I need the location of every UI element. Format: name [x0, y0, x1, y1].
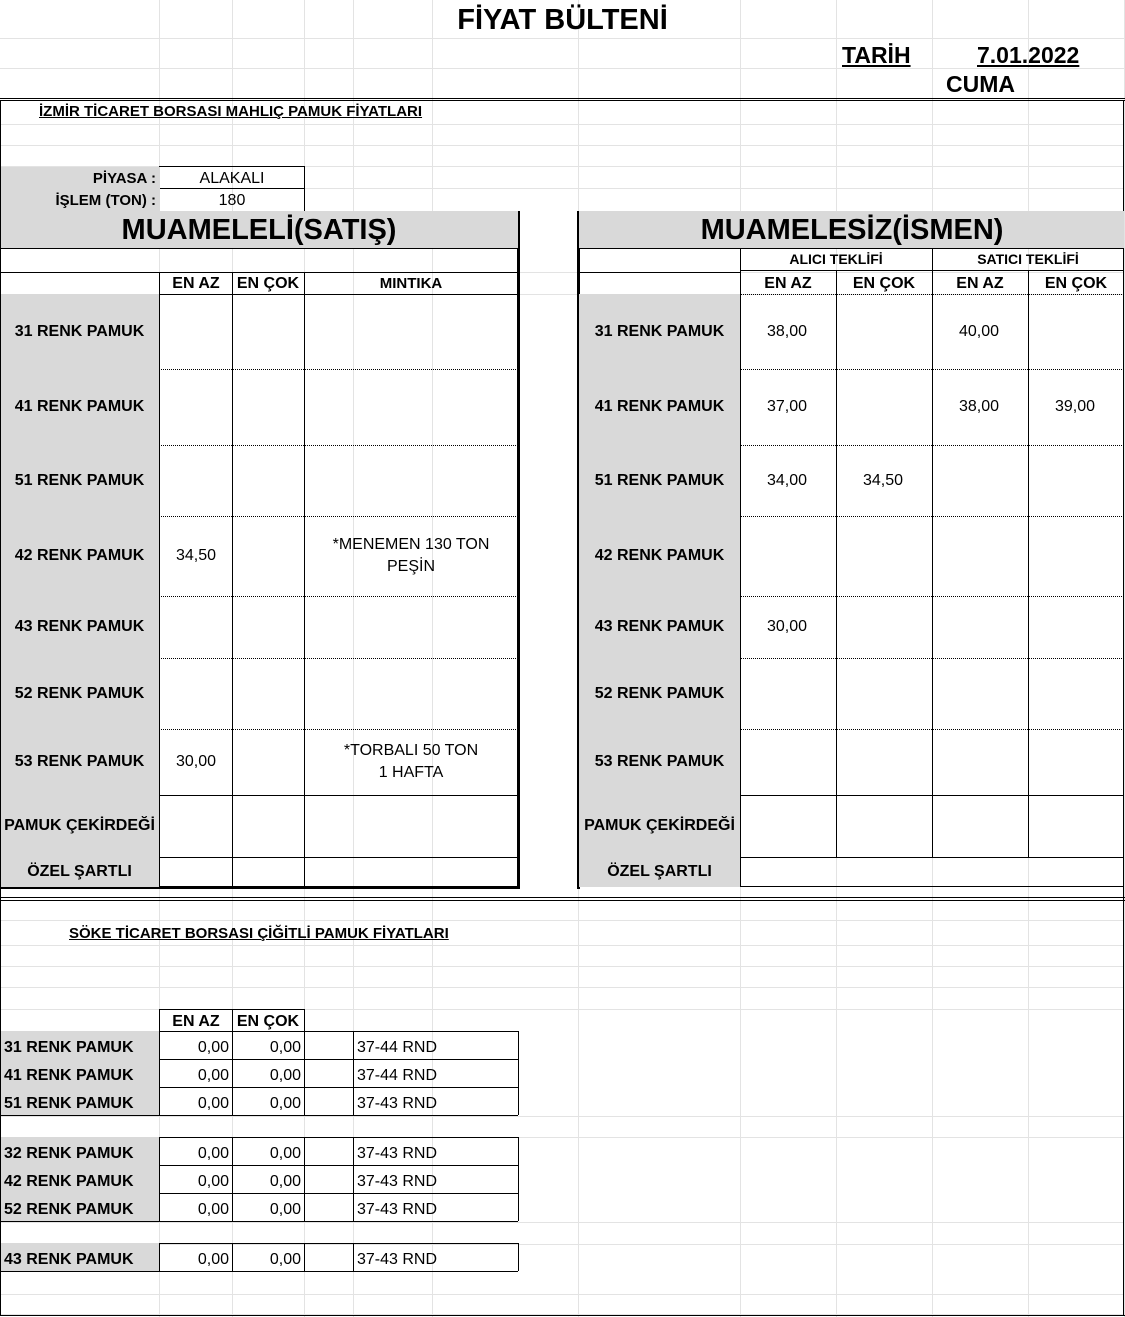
- sale-row-label: 41 RENK PAMUK: [14, 398, 145, 415]
- soke-min-value: 0,00: [197, 1201, 229, 1218]
- day-name: CUMA: [946, 71, 1015, 97]
- soke-max-value: 0,00: [269, 1145, 301, 1162]
- sale-row-label: 31 RENK PAMUK: [14, 322, 145, 340]
- border-vertical: [518, 1031, 519, 1115]
- soke-rnd-value: 37-44 RND: [357, 1039, 438, 1056]
- border-horizontal: [0, 248, 518, 249]
- gridline-horizontal: [0, 987, 1125, 988]
- soke-min-value: 0,00: [197, 1039, 229, 1056]
- region-note-detail: 1 HAFTA: [378, 764, 444, 781]
- sale-row-label: 53 RENK PAMUK: [14, 753, 145, 770]
- soke-row-label: 32 RENK PAMUK: [4, 1145, 134, 1162]
- nominal-row-label: 52 RENK PAMUK: [594, 684, 725, 702]
- soke-rnd-value: 37-44 RND: [357, 1067, 438, 1084]
- border-vertical: [304, 166, 305, 211]
- buyer-min-value: 30,00: [766, 618, 808, 635]
- sale-max-header: EN ÇOK: [236, 275, 300, 292]
- gridline-horizontal: [0, 124, 1125, 125]
- soke-rnd-value: 37-43 RND: [357, 1173, 438, 1190]
- volume-label: İŞLEM (TON) :: [55, 192, 156, 209]
- buyer-min-value: 34,00: [766, 471, 808, 489]
- nominal-row-label: 43 RENK PAMUK: [594, 618, 725, 635]
- border-horizontal: [0, 1221, 518, 1222]
- sale-row-label: 52 RENK PAMUK: [14, 684, 145, 702]
- soke-max-value: 0,00: [269, 1039, 301, 1056]
- soke-rnd-value: 37-43 RND: [357, 1201, 438, 1218]
- nominal-row-label: ÖZEL ŞARTLI: [607, 863, 712, 880]
- gridline-horizontal: [0, 920, 1125, 921]
- sale-row-label: PAMUK ÇEKİRDEĞİ: [4, 817, 155, 834]
- seller-max-header: EN ÇOK: [1044, 275, 1108, 292]
- border-horizontal: [159, 166, 304, 167]
- gridline-horizontal: [0, 1116, 1125, 1117]
- border-horizontal: [0, 100, 1125, 101]
- border-vertical: [304, 1243, 305, 1271]
- seller-min-value: 38,00: [958, 398, 1000, 415]
- buyer-min-header: EN AZ: [764, 275, 812, 292]
- market-label: PİYASA :: [92, 170, 156, 187]
- border-horizontal: [0, 900, 1125, 901]
- region-header: MINTIKA: [379, 275, 443, 292]
- nominal-row-label: 53 RENK PAMUK: [594, 753, 725, 770]
- buyer-min-value: 37,00: [766, 398, 808, 415]
- gridline-horizontal: [0, 966, 1125, 967]
- border-vertical: [232, 272, 233, 887]
- nominal-row-label: 31 RENK PAMUK: [594, 322, 725, 340]
- border-horizontal: [0, 272, 518, 273]
- sale-min-header: EN AZ: [172, 275, 220, 292]
- region-note-detail: PEŞİN: [386, 558, 435, 575]
- sale-row-label: ÖZEL ŞARTLI: [27, 863, 132, 880]
- soke-max-value: 0,00: [269, 1201, 301, 1218]
- soke-rnd-value: 37-43 RND: [357, 1251, 438, 1268]
- border-vertical: [518, 1137, 519, 1221]
- soke-row-label: 42 RENK PAMUK: [4, 1173, 134, 1190]
- seller-min-header: EN AZ: [956, 275, 1004, 292]
- border-horizontal: [0, 1115, 518, 1116]
- sale-row-label: 42 RENK PAMUK: [14, 547, 145, 564]
- sale-min-value: 34,50: [175, 547, 217, 564]
- soke-row-label: 52 RENK PAMUK: [4, 1201, 134, 1218]
- volume-value: 180: [218, 192, 246, 209]
- soke-min-value: 0,00: [197, 1251, 229, 1268]
- buyer-offer-header: ALICI TEKLİFİ: [789, 251, 883, 267]
- border-vertical: [353, 1243, 354, 1271]
- soke-row-label: 51 RENK PAMUK: [4, 1095, 134, 1112]
- border-vertical: [304, 272, 305, 887]
- soke-rnd-value: 37-43 RND: [357, 1145, 438, 1162]
- soke-max-value: 0,00: [269, 1173, 301, 1190]
- gridline-horizontal: [0, 145, 1125, 146]
- gridline-horizontal: [0, 1294, 1125, 1295]
- border-horizontal: [0, 1315, 1125, 1316]
- nominal-row-label: 41 RENK PAMUK: [594, 398, 725, 415]
- nominal-section-title: MUAMELESİZ(İSMEN): [700, 214, 1004, 246]
- nominal-row-label: PAMUK ÇEKİRDEĞİ: [584, 817, 735, 834]
- border-horizontal: [0, 897, 1125, 898]
- border-vertical: [740, 248, 741, 887]
- seller-min-value: 40,00: [958, 322, 1000, 340]
- border-vertical: [518, 1243, 519, 1271]
- border-horizontal: [579, 248, 1124, 249]
- buyer-max-value: 34,50: [862, 471, 904, 489]
- soke-row-label: 43 RENK PAMUK: [4, 1251, 134, 1268]
- sale-section-title: MUAMELELİ(SATIŞ): [121, 214, 397, 246]
- border-horizontal: [579, 272, 740, 273]
- border-vertical: [304, 1137, 305, 1221]
- soke-row-label: 41 RENK PAMUK: [4, 1067, 134, 1084]
- sale-row-label: 51 RENK PAMUK: [14, 471, 145, 489]
- soke-rnd-value: 37-43 RND: [357, 1095, 438, 1112]
- region-note: *TORBALI 50 TON: [343, 742, 479, 759]
- soke-section-title: SÖKE TİCARET BORSASI ÇİĞİTLİ PAMUK FİYATLARI: [69, 925, 449, 942]
- soke-min-value: 0,00: [197, 1095, 229, 1112]
- border-vertical: [353, 1031, 354, 1115]
- seller-max-value: 39,00: [1054, 398, 1096, 415]
- gridline-horizontal: [0, 1244, 1125, 1245]
- soke-min-value: 0,00: [197, 1145, 229, 1162]
- date-value: 7.01.2022: [977, 42, 1080, 68]
- gridline-horizontal: [0, 68, 1125, 69]
- soke-max-header: EN ÇOK: [236, 1013, 300, 1030]
- buyer-min-value: 38,00: [766, 322, 808, 340]
- border-vertical: [836, 270, 837, 857]
- border-horizontal: [0, 1271, 518, 1272]
- soke-max-value: 0,00: [269, 1251, 301, 1268]
- market-value: ALAKALI: [199, 170, 265, 187]
- sale-min-value: 30,00: [175, 753, 217, 770]
- border-vertical: [353, 1137, 354, 1221]
- soke-max-value: 0,00: [269, 1095, 301, 1112]
- seller-offer-header: SATICI TEKLİFİ: [977, 251, 1079, 267]
- sale-row-label: 43 RENK PAMUK: [14, 618, 145, 635]
- soke-row-label: 31 RENK PAMUK: [4, 1039, 134, 1056]
- nominal-row-label: 42 RENK PAMUK: [594, 547, 725, 564]
- border-vertical: [1028, 270, 1029, 857]
- date-label: TARİH: [842, 42, 911, 68]
- page-title: FİYAT BÜLTENİ: [457, 4, 668, 36]
- gridline-horizontal: [0, 38, 1125, 39]
- izmir-section-title: İZMİR TİCARET BORSASI MAHLIÇ PAMUK FİYATLARI: [39, 103, 423, 120]
- border-vertical: [304, 1009, 305, 1031]
- border-vertical: [932, 270, 933, 857]
- soke-max-value: 0,00: [269, 1067, 301, 1084]
- nominal-row-label: 51 RENK PAMUK: [594, 471, 725, 489]
- soke-min-value: 0,00: [197, 1173, 229, 1190]
- gridline-horizontal: [0, 945, 1125, 946]
- border-vertical: [159, 272, 160, 887]
- border-horizontal: [0, 98, 1125, 99]
- gridline-horizontal: [0, 1222, 1125, 1223]
- region-note: *MENEMEN 130 TON: [332, 536, 490, 553]
- border-vertical: [304, 1031, 305, 1115]
- soke-min-value: 0,00: [197, 1067, 229, 1084]
- buyer-max-header: EN ÇOK: [852, 275, 916, 292]
- soke-min-header: EN AZ: [172, 1013, 220, 1030]
